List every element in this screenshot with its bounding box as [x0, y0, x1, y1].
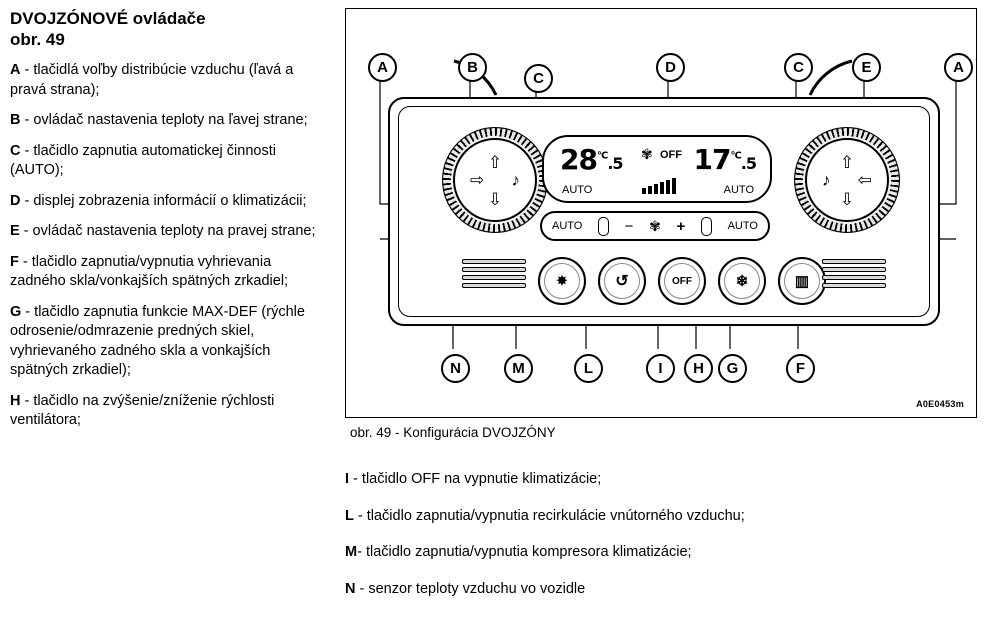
button-bezel: [604, 263, 640, 299]
arrow-left-icon: ⇦: [857, 170, 872, 190]
max-def-icon: ❄: [735, 273, 749, 290]
temperature-knob-right[interactable]: [794, 127, 900, 233]
callout-c-left: C: [524, 64, 553, 93]
fan-speed-bars: [642, 178, 676, 194]
callout-f: F: [786, 354, 815, 383]
temp-right-unit: °C: [730, 150, 741, 162]
display-temp-right: [693, 143, 756, 176]
page-title: [10, 8, 330, 50]
climate-control-panel: [388, 97, 940, 326]
legend-key-h: H: [10, 392, 21, 409]
fan-icon: ✾: [649, 217, 661, 234]
arrow-down-icon: ⇩: [487, 190, 503, 209]
callout-l: L: [574, 354, 603, 383]
legend-key-b: B: [10, 112, 21, 128]
temp-right-value: 17: [693, 143, 731, 176]
fan-decrease-button[interactable]: −: [624, 217, 634, 235]
display-auto-right: AUTO: [723, 184, 754, 196]
legend-item-c: [10, 142, 330, 181]
legend-text-d: - displej zobrazenia informácií o klimatizácii;: [20, 192, 307, 209]
callout-m: M: [504, 354, 533, 383]
temp-left-unit: °C: [596, 150, 608, 162]
sensor-grille-right: [822, 259, 886, 287]
legend-key-n: N: [345, 580, 356, 597]
temperature-knob-left[interactable]: [442, 127, 548, 233]
callout-a-left: A: [368, 53, 397, 82]
recirculation-button[interactable]: [598, 257, 646, 305]
off-button[interactable]: [658, 257, 706, 305]
left-column: [10, 8, 330, 431]
display-temp-left: [560, 143, 623, 176]
sensor-grille-left: [462, 259, 526, 287]
legend-key-a: A: [10, 62, 21, 78]
legend-item-a: [10, 61, 330, 100]
legend-text-l: - tlačidlo zapnutia/vypnutia recirkulácie vnútorného vzduchu;: [353, 507, 745, 524]
display-auto-left: AUTO: [562, 184, 593, 196]
legend-item-g: [10, 303, 330, 381]
legend-text-h: - tlačidlo na zvýšenie/zníženie rýchlosti ventilátora;: [10, 392, 275, 428]
legend-key-e: E: [10, 223, 20, 239]
button-bezel: [784, 263, 820, 299]
legend-text-f: - tlačidlo zapnutia/vypnutia vyhrievania zadného skla/vonkajších spätných zrkadiel;: [10, 253, 289, 289]
legend-item-l: [345, 507, 975, 527]
fan-increase-button[interactable]: +: [676, 217, 686, 235]
divider-left-icon: [598, 217, 609, 236]
callout-n: N: [441, 354, 470, 383]
knob-face-right: [805, 138, 889, 222]
auto-button-left[interactable]: AUTO: [552, 220, 583, 232]
legend-item-h: [10, 392, 330, 431]
display-off-label: OFF: [660, 149, 682, 161]
divider-right-icon: [701, 217, 712, 236]
callout-b: B: [458, 53, 487, 82]
legend-key-d: D: [10, 192, 21, 209]
legend-text-c: - tlačidlo zapnutia automatickej činnosti (AUTO);: [10, 142, 276, 178]
seat-legs-icon: ♪: [511, 170, 520, 190]
auto-fan-button-row: [540, 211, 770, 241]
climate-display: [542, 135, 772, 203]
rear-defrost-button[interactable]: [778, 257, 826, 305]
auto-button-right[interactable]: AUTO: [727, 220, 758, 232]
fan-icon: ✾: [641, 146, 653, 162]
arrow-up-icon: ⇧: [487, 153, 503, 172]
recirculation-icon: ↺: [615, 273, 629, 290]
temp-right-decimal: .5: [740, 154, 756, 173]
legend-key-l: L: [345, 507, 354, 524]
callout-i: I: [646, 354, 675, 383]
legend-text-i: - tlačidlo OFF na vypnutie klimatizácie;: [349, 471, 602, 487]
seat-legs-icon: ♪: [822, 170, 831, 190]
legend-item-d: [10, 192, 330, 212]
legend-text-b: - ovládač nastavenia teploty na ľavej strane;: [20, 112, 308, 128]
figure-code: A0E0453m: [916, 399, 964, 409]
max-def-button[interactable]: [718, 257, 766, 305]
callout-h: H: [684, 354, 713, 383]
button-bezel: [724, 263, 760, 299]
off-label: OFF: [672, 275, 692, 287]
legend-item-i: [345, 470, 975, 490]
callout-c-right: C: [784, 53, 813, 82]
title-line-1: DVOJZÓNOVÉ ovládače: [10, 9, 206, 28]
figure-caption: obr. 49 - Konfigurácia DVOJZÓNY: [350, 425, 556, 440]
legend-key-m: M: [345, 544, 358, 560]
legend-text-a: - tlačidlá voľby distribúcie vzduchu (ľavá a pravá strana);: [10, 62, 294, 98]
legend-item-m: [345, 543, 975, 563]
button-bezel: [664, 263, 700, 299]
ac-snowflake-icon: ✸: [556, 273, 568, 288]
legend-text-n: - senzor teploty vzduchu vo vozidle: [355, 580, 586, 597]
title-line-2: obr. 49: [10, 30, 65, 49]
legend-key-g: G: [10, 303, 22, 320]
temp-left-value: 28: [560, 143, 597, 176]
legend-key-i: I: [345, 471, 350, 487]
figure-dual-zone-controls: [345, 8, 977, 418]
arrow-down-icon: ⇩: [839, 190, 855, 209]
arrow-right-icon: ⇨: [470, 170, 485, 190]
arrow-up-icon: ⇧: [839, 153, 855, 172]
legend-item-n: [345, 580, 975, 600]
legend-text-g: - tlačidlo zapnutia funkcie MAX-DEF (rýchle odrosenie/odmrazenie predných skiel, vyhrievaného zadného skla a vonkajších spätných zrkadiel);: [10, 303, 305, 378]
callout-e: E: [852, 53, 881, 82]
legend-key-c: C: [10, 142, 21, 159]
callout-a-right: A: [944, 53, 973, 82]
button-bezel: [544, 263, 580, 299]
callout-d: D: [656, 53, 685, 82]
legend-text-e: - ovládač nastavenia teploty na pravej strane;: [19, 223, 316, 239]
legend-item-f: [10, 253, 330, 292]
right-legend: [345, 470, 975, 599]
legend-text-m: - tlačidlo zapnutia/vypnutia kompresora klimatizácie;: [357, 544, 692, 560]
rear-defrost-icon: ▥: [794, 273, 810, 290]
temp-left-decimal: .5: [607, 154, 623, 173]
legend-key-f: F: [10, 253, 19, 270]
legend-item-b: [10, 111, 330, 131]
ac-compressor-button[interactable]: [538, 257, 586, 305]
callout-g: G: [718, 354, 747, 383]
knob-face-left: [453, 138, 537, 222]
legend-item-e: [10, 222, 330, 242]
